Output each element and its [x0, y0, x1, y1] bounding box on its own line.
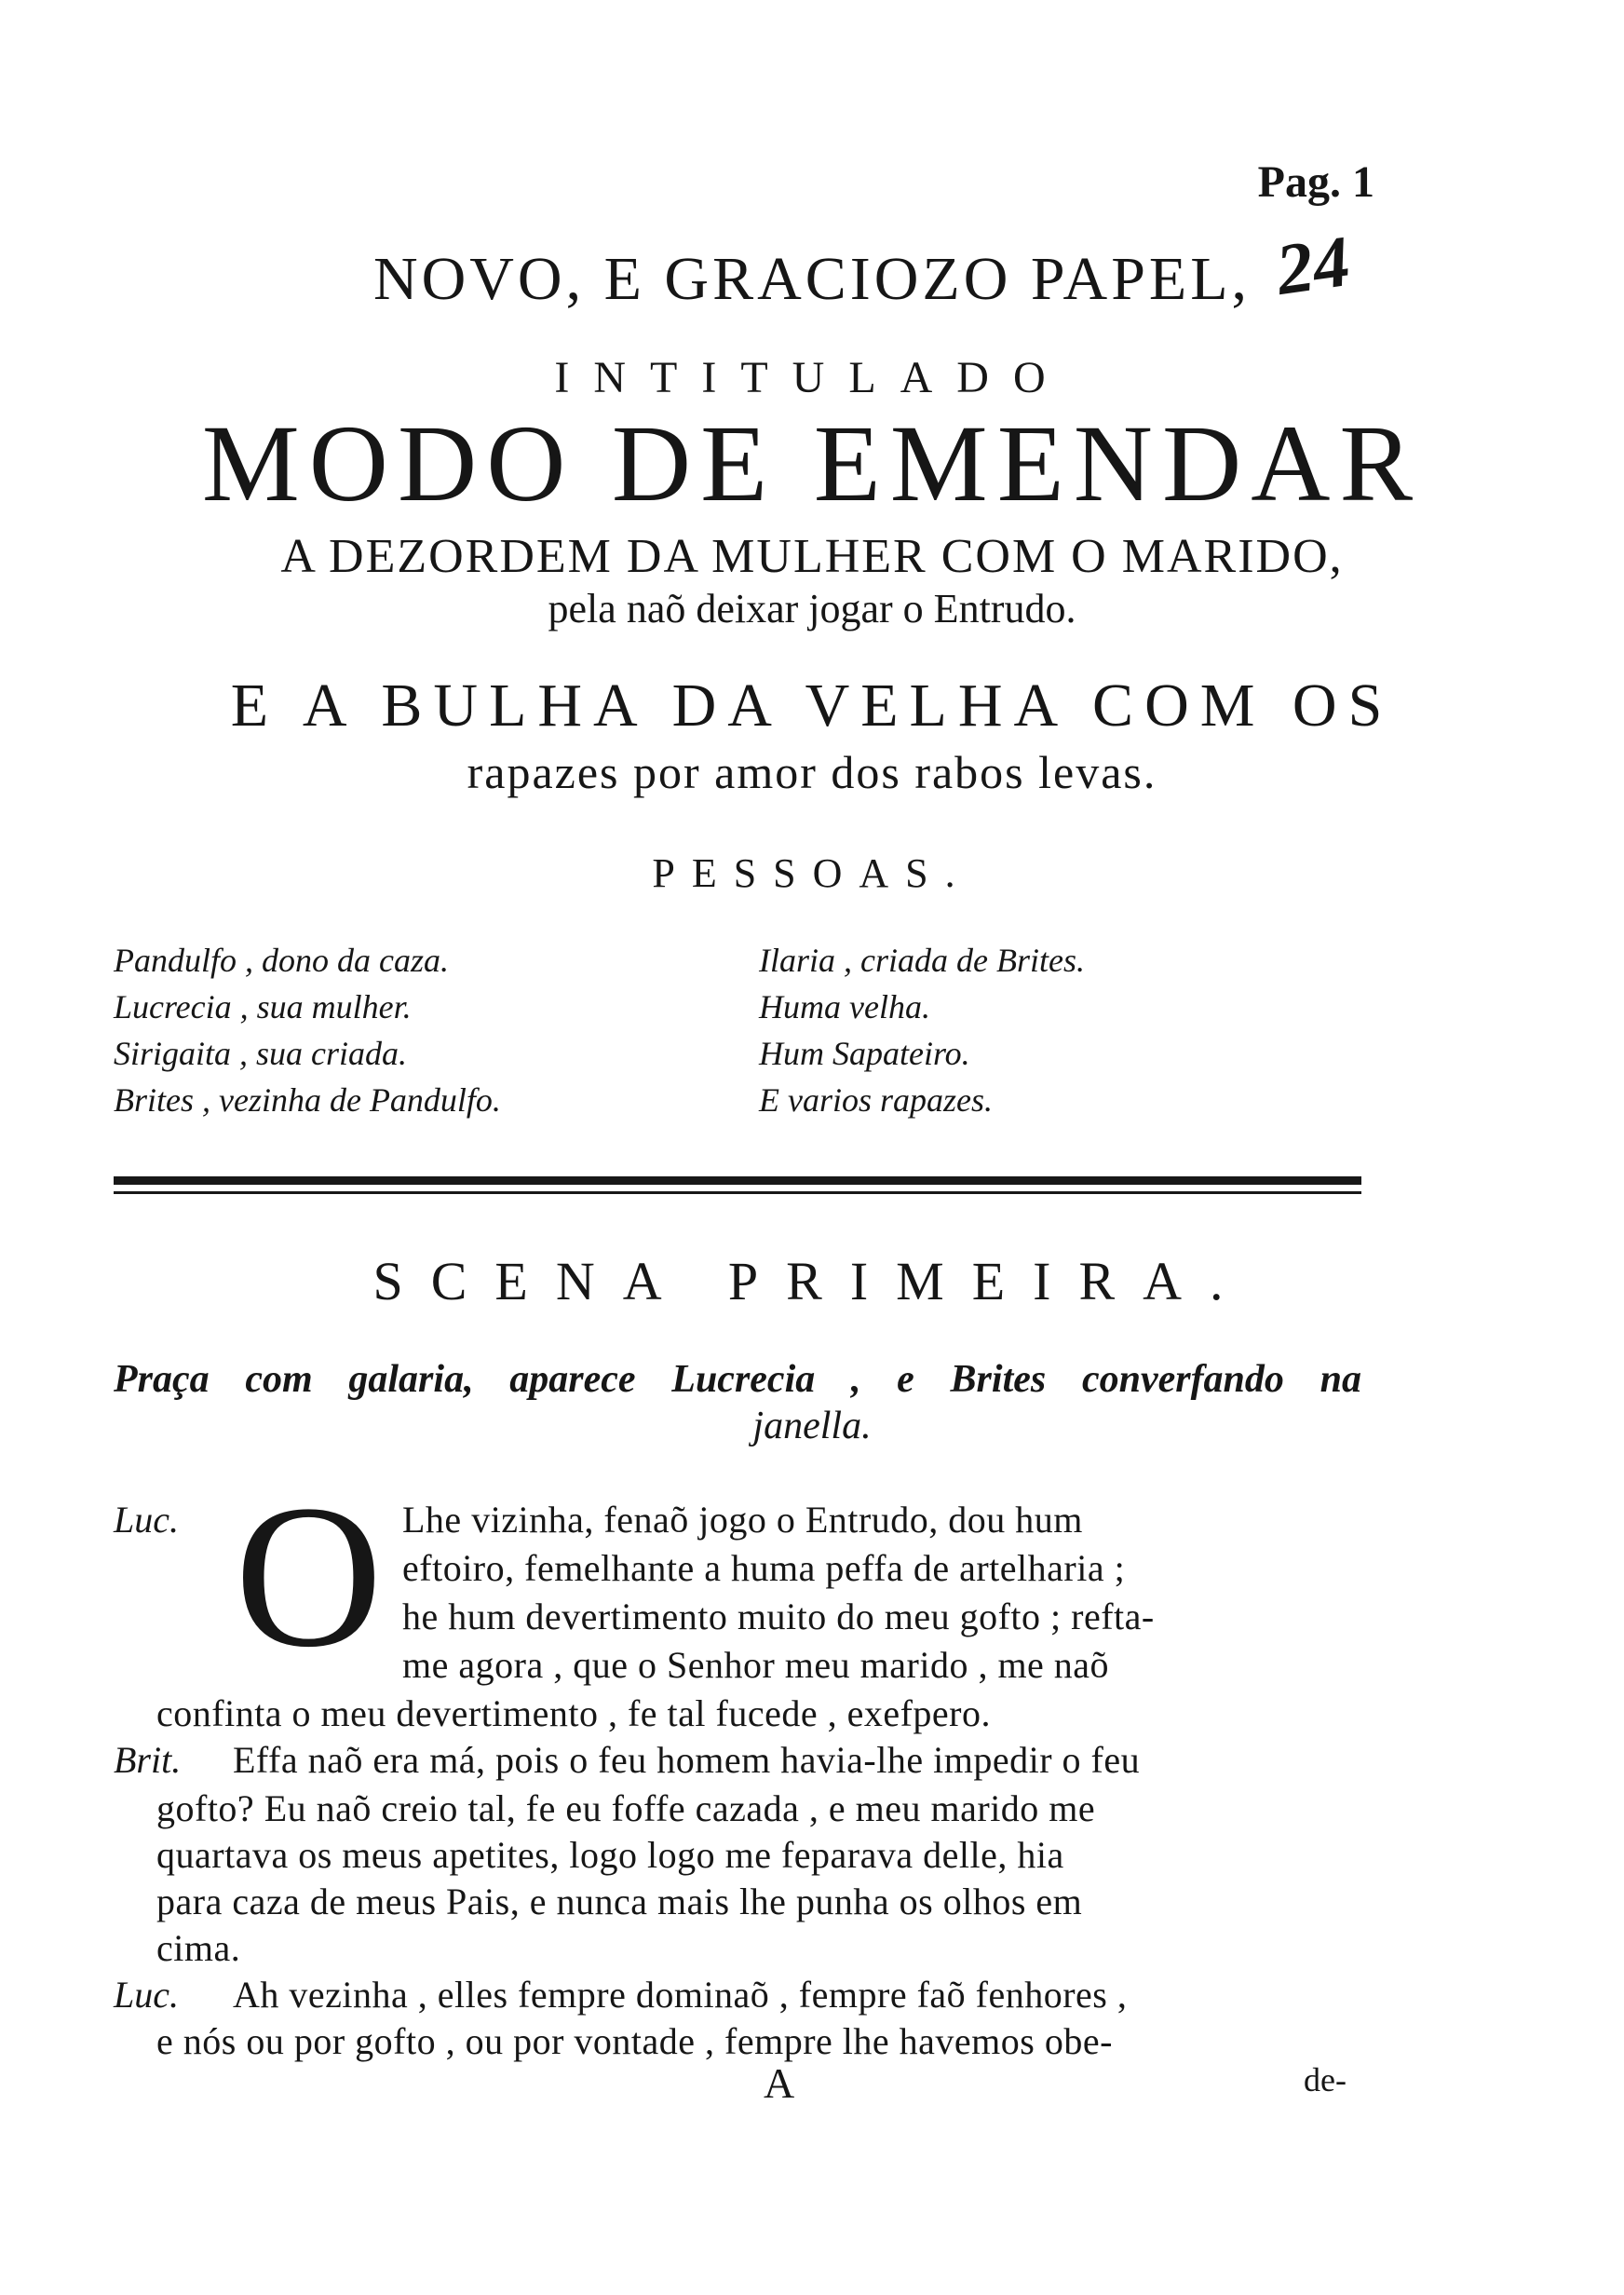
dialogue-line: quartava os meus apetites, logo logo me feparava delle, hia: [156, 1834, 1064, 1876]
cast-entry: Ilaria , criada de Brites.: [759, 942, 1085, 979]
cast-entry: Sirigaita , sua criada.: [114, 1035, 408, 1072]
page-number: Pag. 1: [1257, 157, 1374, 207]
scene-title: SCENA PRIMEIRA.: [372, 1251, 1252, 1311]
title-line-2: INTITULADO: [554, 353, 1070, 402]
dialogue-line: gofto? Eu naõ creio tal, fe eu foffe cazada , e meu marido me: [156, 1787, 1096, 1829]
stage-direction-line-1: Praça com galaria, aparece Lucrecia , e Brites converfando na: [114, 1358, 1361, 1401]
cast-entry: Lucrecia , sua mulher.: [114, 988, 412, 1025]
dialogue-line: Effa naõ era má, pois o feu homem havia-lhe impedir o feu: [233, 1739, 1141, 1781]
dialogue-line: e nós ou por gofto , ou por vontade , fempre lhe havemos obe-: [156, 2020, 1113, 2062]
handwritten-folio-number: 24: [1271, 220, 1355, 311]
speaker-label: Luc.: [114, 1499, 179, 1541]
title-line-1: NOVO, E GRACIOZO PAPEL,: [372, 245, 1252, 313]
dialogue-line: me agora , que o Senhor meu marido , me naõ: [402, 1644, 1110, 1686]
cast-entry: Brites , vezinha de Pandulfo.: [114, 1081, 501, 1119]
cast-entry: Pandulfo , dono da caza.: [114, 942, 449, 979]
dialogue-line: Lhe vizinha, fenaõ jogo o Entrudo, dou hum: [402, 1499, 1083, 1541]
drop-cap: O: [235, 1462, 383, 1690]
dialogue-line: Ah vezinha , elles fempre dominaõ , fempre faõ fenhores ,: [233, 1974, 1128, 2016]
signature-mark: A: [764, 2059, 795, 2107]
dialogue-line: cima.: [156, 1927, 241, 1969]
dialogue-line: para caza de meus Pais, e nunca mais lhe punha os olhos em: [156, 1881, 1083, 1922]
dialogue-line: he hum devertimento muito do meu gofto ; refta-: [402, 1596, 1155, 1637]
cast-entry: Huma velha.: [759, 988, 930, 1025]
cast-entry: E varios rapazes.: [759, 1081, 993, 1119]
second-title-line-2: rapazes por amor dos rabos levas.: [467, 746, 1157, 798]
catchword: de-: [1304, 2061, 1347, 2098]
persons-heading: PESSOAS.: [652, 850, 972, 896]
divider-rule-thin: [114, 1191, 1361, 1194]
dialogue-line: eftoiro, femelhante a huma peffa de artelharia ;: [402, 1547, 1126, 1589]
cast-entry: Hum Sapateiro.: [759, 1035, 970, 1072]
dialogue-line: confinta o meu devertimento , fe tal fucede , exefpero.: [156, 1692, 991, 1734]
speaker-label: Brit.: [114, 1739, 182, 1781]
second-title-line-1: E A BULHA DA VELHA COM OS: [230, 672, 1394, 740]
subtitle-line-2: pela naõ deixar jogar o Entrudo.: [548, 586, 1076, 631]
speaker-label: Luc.: [114, 1974, 179, 2016]
subtitle-line-1: A DEZORDEM DA MULHER COM O MARIDO,: [280, 530, 1344, 583]
divider-rule-thick: [114, 1176, 1361, 1185]
main-title: MODO DE EMENDAR: [201, 402, 1423, 524]
stage-direction-line-2: janella.: [752, 1405, 872, 1447]
